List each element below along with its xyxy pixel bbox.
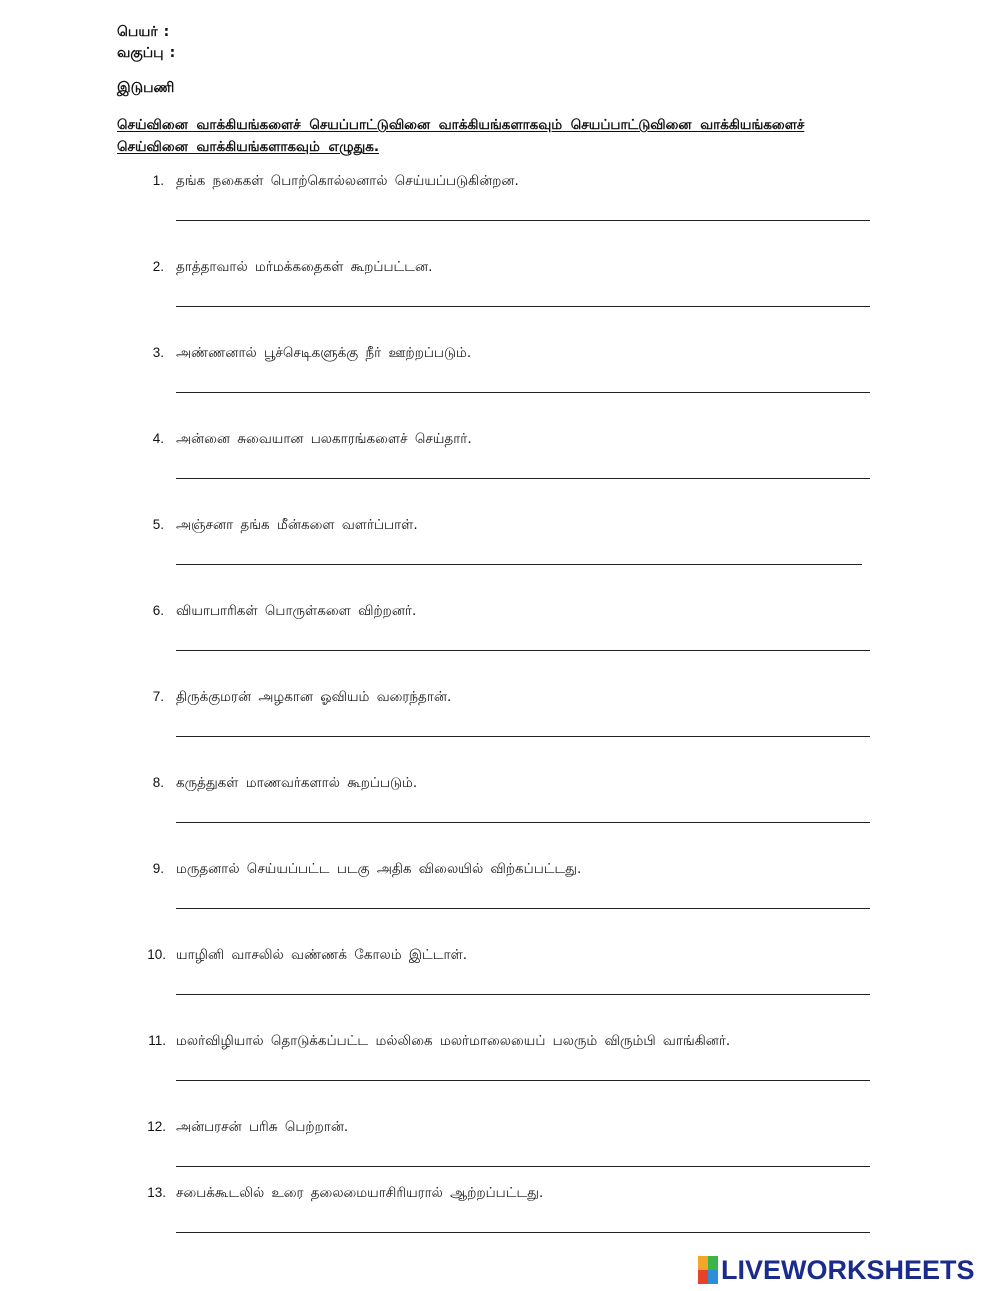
question-text: வியாபாரிகள் பொருள்களை விற்றனர். xyxy=(176,603,417,619)
question-8 xyxy=(0,774,1000,834)
question-7 xyxy=(0,688,1000,748)
question-number: 11. xyxy=(148,1033,166,1048)
question-text: அன்னை சுவையான பலகாரங்களைச் செய்தார். xyxy=(176,431,472,447)
answer-line[interactable] xyxy=(176,220,870,221)
worksheet-title: இடுபணி xyxy=(117,80,175,96)
question-number: 9. xyxy=(152,861,164,876)
question-10 xyxy=(0,946,1000,1006)
question-text: தங்க நகைகள் பொற்கொல்லனால் செய்யப்படுகின்றன. xyxy=(176,173,519,189)
question-text: தாத்தாவால் மர்மக்கதைகள் கூறப்பட்டன. xyxy=(176,259,433,275)
question-text: மருதனால் செய்யப்பட்ட படகு அதிக விலையில் விற்கப்பட்டது. xyxy=(176,861,582,877)
question-3 xyxy=(0,344,1000,404)
logo-square-icon xyxy=(708,1270,718,1284)
name-separator: : xyxy=(163,24,170,40)
question-number: 13. xyxy=(147,1185,166,1200)
question-number: 8. xyxy=(152,775,164,790)
answer-line[interactable] xyxy=(176,564,862,565)
question-number: 12. xyxy=(147,1119,166,1134)
class-separator: : xyxy=(169,45,176,61)
question-number: 10. xyxy=(147,947,166,962)
question-text: திருக்குமரன் அழகான ஓவியம் வரைந்தான். xyxy=(176,689,452,705)
question-1 xyxy=(0,172,1000,232)
question-11 xyxy=(0,1032,1000,1092)
question-number: 4. xyxy=(152,431,164,446)
question-number: 2. xyxy=(152,259,164,274)
answer-line[interactable] xyxy=(176,650,870,651)
question-number: 3. xyxy=(152,345,164,360)
answer-line[interactable] xyxy=(176,478,870,479)
answer-line[interactable] xyxy=(176,994,870,995)
question-number: 6. xyxy=(152,603,164,618)
question-13 xyxy=(0,1184,1000,1244)
question-text: யாழினி வாசலில் வண்ணக் கோலம் இட்டாள். xyxy=(176,947,468,963)
question-text: அண்ணனால் பூச்செடிகளுக்கு நீர் ஊற்றப்படும். xyxy=(176,345,472,361)
logo-square-icon xyxy=(708,1256,718,1270)
liveworksheets-logo-mark-icon xyxy=(698,1256,718,1284)
question-number: 5. xyxy=(152,517,164,532)
question-9 xyxy=(0,860,1000,920)
answer-line[interactable] xyxy=(176,1080,870,1081)
liveworksheets-logo xyxy=(698,1254,975,1286)
question-12 xyxy=(0,1118,1000,1178)
answer-line[interactable] xyxy=(176,736,870,737)
question-4 xyxy=(0,430,1000,490)
answer-line[interactable] xyxy=(176,822,870,823)
question-text: சபைக்கூடலில் உரை தலைமையாசிரியரால் ஆற்றப்பட்டது. xyxy=(176,1185,544,1201)
name-label: பெயர் xyxy=(117,24,158,40)
name-field xyxy=(117,23,169,41)
question-5 xyxy=(0,516,1000,576)
logo-square-icon xyxy=(698,1270,708,1284)
instruction-text: செய்வினை வாக்கியங்களைச் செயப்பாட்டுவினை வாக்கியங்களாகவும் செயப்பாட்டுவினை வாக்கியங்களைச் செய்வினை வாக்கியங்களாகவும் எழுதுக. xyxy=(117,117,805,155)
answer-line[interactable] xyxy=(176,1166,870,1167)
class-field xyxy=(117,44,175,62)
question-number: 7. xyxy=(152,689,164,704)
answer-line[interactable] xyxy=(176,1232,870,1233)
question-number: 1. xyxy=(152,173,164,188)
question-text: அஞ்சனா தங்க மீன்களை வளர்ப்பாள். xyxy=(176,517,418,533)
logo-square-icon xyxy=(698,1256,708,1270)
class-label: வகுப்பு xyxy=(117,45,164,61)
question-2 xyxy=(0,258,1000,318)
question-6 xyxy=(0,602,1000,662)
answer-line[interactable] xyxy=(176,306,870,307)
answer-line[interactable] xyxy=(176,908,870,909)
answer-line[interactable] xyxy=(176,392,870,393)
logo-text: LIVEWORKSHEETS xyxy=(721,1255,975,1285)
question-text: அன்பரசன் பரிசு பெற்றான். xyxy=(176,1119,349,1135)
question-text: மலர்விழியால் தொடுக்கப்பட்ட மல்லிகை மலர்மாலையைப் பலரும் விரும்பி வாங்கினர். xyxy=(176,1033,731,1049)
question-text: கருத்துகள் மாணவர்களால் கூறப்படும். xyxy=(176,775,418,791)
